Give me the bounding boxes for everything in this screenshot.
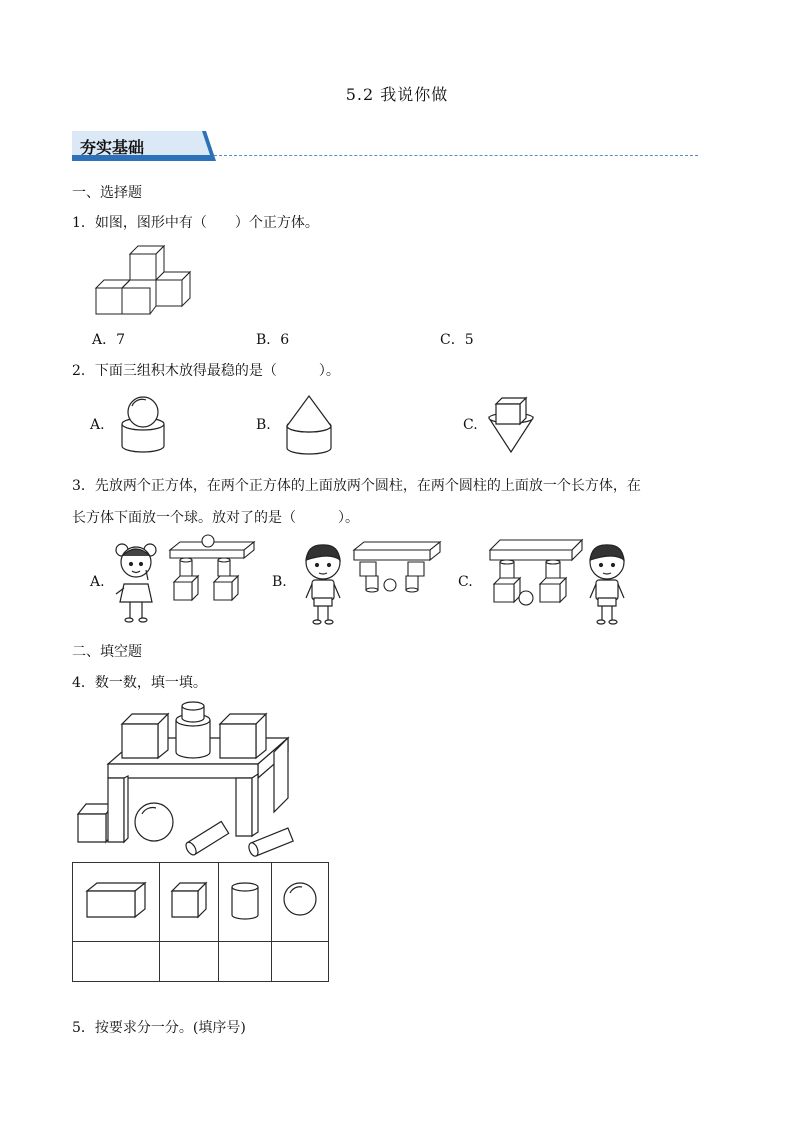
q2-text: 2．下面三组积木放得最稳的是（ ）。: [72, 363, 340, 379]
part2-heading: 二、填空题: [72, 644, 142, 660]
q4-text: 4．数一数，填一填。: [72, 675, 207, 691]
table-header-cuboid: [73, 863, 160, 942]
boy-illustration-2: [584, 542, 630, 626]
q1-text: 1．如图，图形中有（ ）个正方体。: [72, 215, 319, 231]
q3-text-line1: 3．先放两个正方体，在两个正方体的上面放两个圆柱，在两个圆柱的上面放一个长方体，在: [72, 478, 641, 494]
q3-a-structure: [168, 536, 256, 606]
sphere-icon: [272, 863, 328, 937]
table-header-cube: [160, 863, 219, 942]
q3-text-line2: 长方体下面放一个球。放对了的是（ ）。: [72, 510, 359, 526]
q2-cube-on-inverted-cone: [488, 396, 534, 454]
q1-cubes-figure: [94, 244, 194, 316]
q4-count-table: [72, 862, 329, 982]
q2-option-b[interactable]: B.: [256, 417, 271, 433]
q3-c-structure: [488, 536, 584, 608]
banner-dashed-divider: [214, 155, 698, 156]
table-header-cylinder: [219, 863, 272, 942]
q2-option-a[interactable]: A.: [90, 417, 105, 433]
q3-option-c[interactable]: C.: [458, 574, 473, 590]
answer-cell-sphere[interactable]: [272, 942, 329, 982]
q1-option-a[interactable]: A．7: [92, 332, 126, 348]
cylinder-icon: [219, 863, 271, 937]
q1-option-b[interactable]: B．6: [256, 332, 290, 348]
answer-cell-cuboid[interactable]: [73, 942, 160, 982]
q3-option-a[interactable]: A.: [90, 574, 105, 590]
boy-illustration-1: [300, 542, 346, 626]
q2-sphere-on-cylinder: [118, 394, 168, 456]
q1-option-c[interactable]: C．5: [440, 332, 474, 348]
q4-blocks-figure: [74, 698, 296, 862]
girl-illustration: [112, 540, 160, 626]
section-banner: [72, 131, 216, 161]
q2-cone-on-cylinder: [284, 396, 334, 456]
q3-option-b[interactable]: B.: [272, 574, 287, 590]
q3-b-structure: [350, 538, 442, 598]
answer-cell-cube[interactable]: [160, 942, 219, 982]
q2-option-c[interactable]: C.: [463, 417, 478, 433]
q5-text: 5．按要求分一分。(填序号): [72, 1020, 246, 1036]
cube-icon: [160, 863, 218, 937]
table-header-sphere: [272, 863, 329, 942]
banner-label: 夯实基础: [80, 138, 145, 157]
answer-cell-cylinder[interactable]: [219, 942, 272, 982]
cuboid-icon: [73, 863, 159, 937]
part1-heading: 一、选择题: [72, 185, 142, 201]
page-title: 5.2 我说你做: [345, 85, 449, 104]
